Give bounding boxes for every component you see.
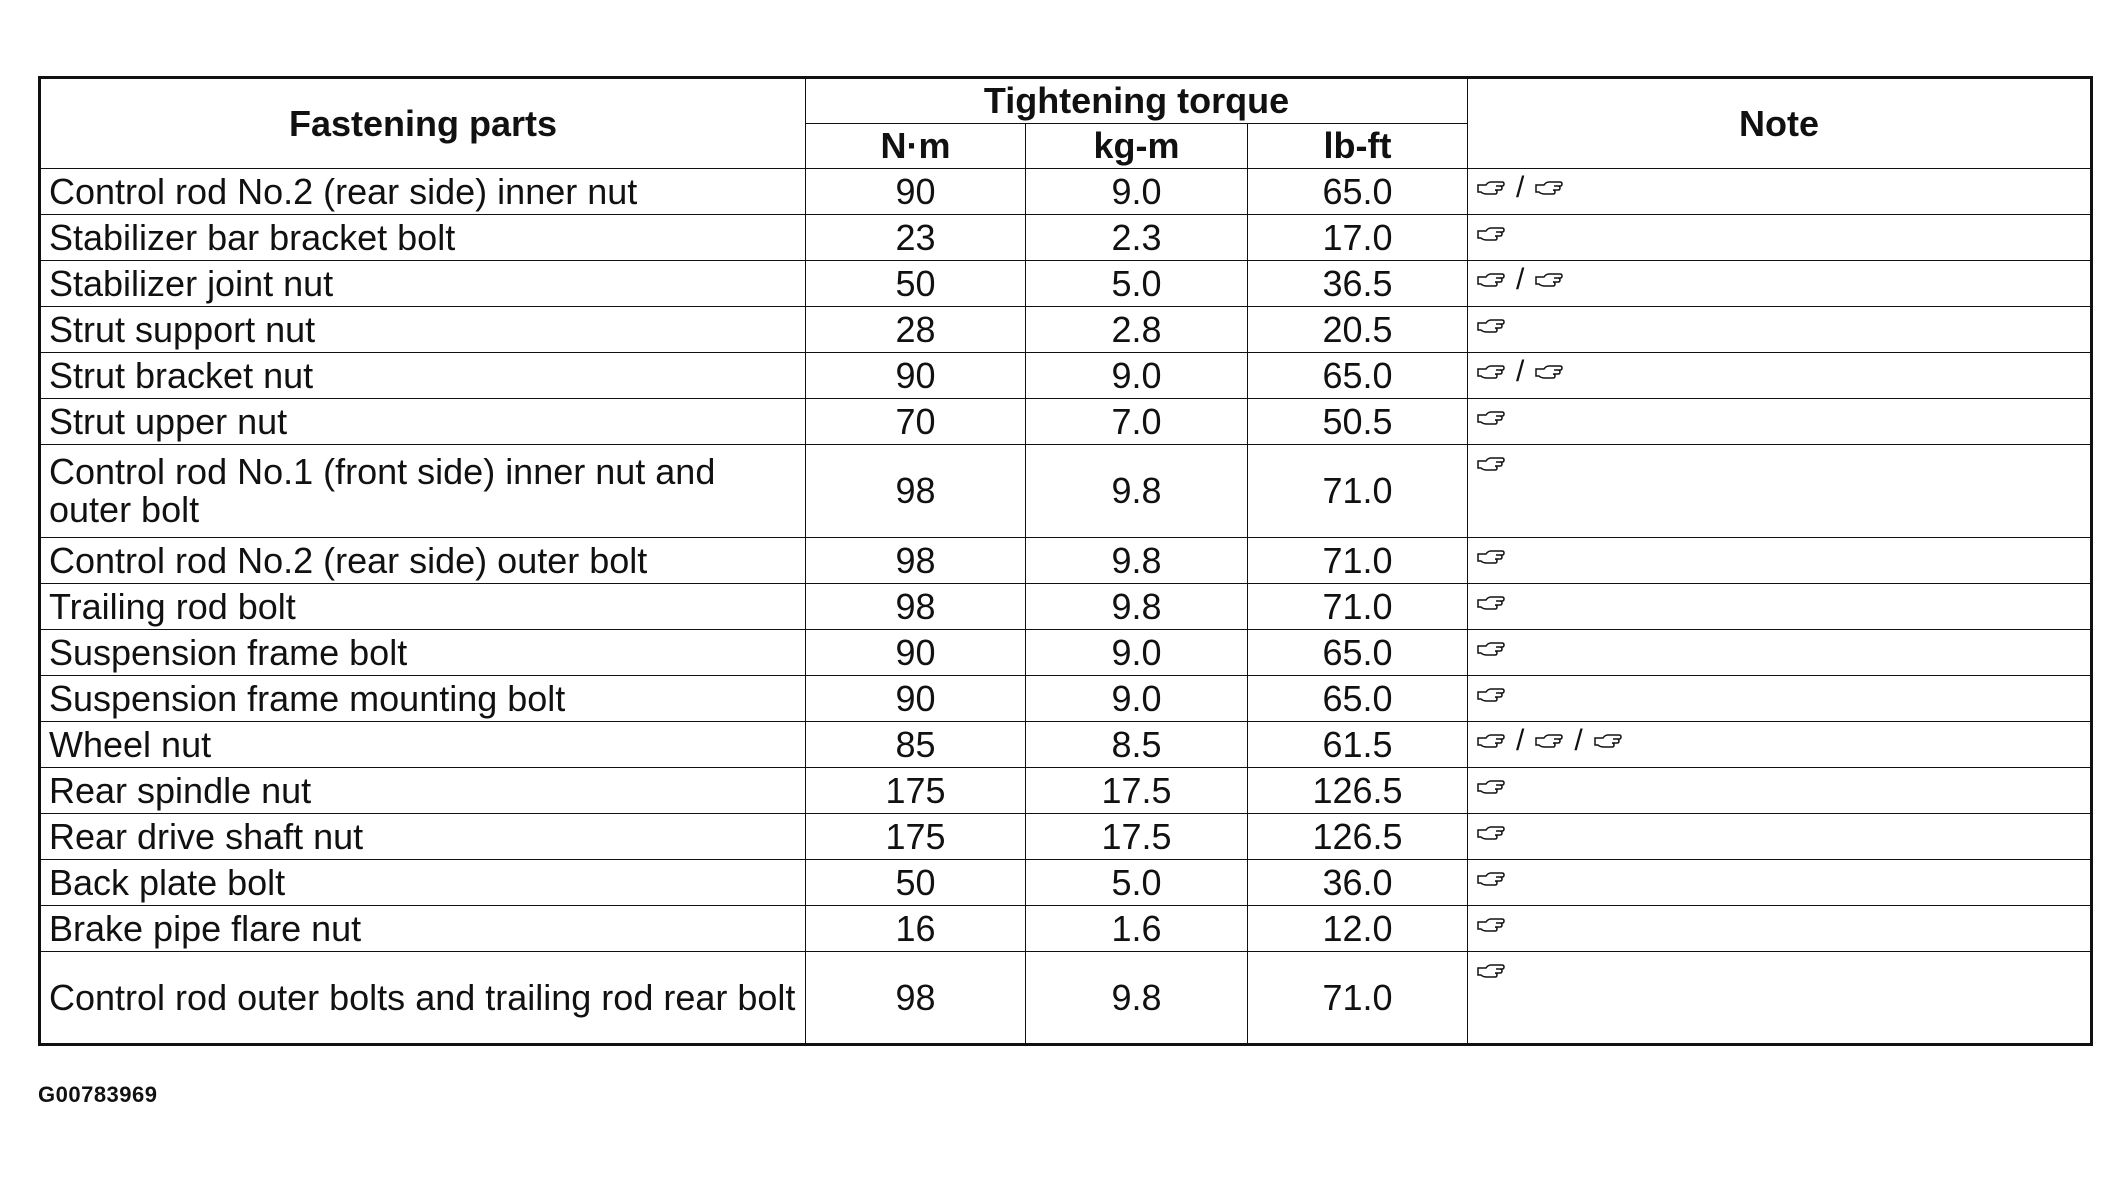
cell-note: [1468, 722, 2092, 768]
pointing-hand-icon[interactable]: [1476, 270, 1506, 294]
header-unit-lbft: lb-ft: [1248, 124, 1468, 169]
cell-fastening-part: Strut upper nut: [40, 399, 806, 445]
cell-torque-lbft: 36.5: [1248, 261, 1468, 307]
table-row: [40, 676, 2092, 722]
cell-fastening-part: Control rod No.2 (rear side) inner nut: [40, 169, 806, 215]
table-row: [40, 630, 2092, 676]
cell-torque-kgm: 9.0: [1026, 676, 1248, 722]
cell-torque-lbft: 71.0: [1248, 952, 1468, 1045]
cell-torque-kgm: 9.8: [1026, 445, 1248, 538]
table-row: [40, 814, 2092, 860]
table-body: [40, 169, 2092, 1045]
table-row: [40, 584, 2092, 630]
note-separator: /: [1516, 263, 1525, 296]
cell-torque-nm: 98: [806, 538, 1026, 584]
cell-fastening-part: Stabilizer joint nut: [40, 261, 806, 307]
table-row: [40, 445, 2092, 538]
cell-torque-nm: 98: [806, 952, 1026, 1045]
pointing-hand-icon[interactable]: [1476, 961, 1506, 985]
table-row: [40, 215, 2092, 261]
cell-torque-kgm: 2.3: [1026, 215, 1248, 261]
table-row: [40, 399, 2092, 445]
pointing-hand-icon[interactable]: [1534, 178, 1564, 202]
cell-note: [1468, 261, 2092, 307]
cell-fastening-part: Brake pipe flare nut: [40, 906, 806, 952]
cell-note: [1468, 353, 2092, 399]
cell-note: [1468, 584, 2092, 630]
cell-torque-nm: 90: [806, 169, 1026, 215]
cell-torque-lbft: 126.5: [1248, 814, 1468, 860]
table-row: [40, 353, 2092, 399]
torque-spec-table: [38, 76, 2093, 1046]
table-row: [40, 307, 2092, 353]
pointing-hand-icon[interactable]: [1476, 547, 1506, 571]
cell-torque-kgm: 8.5: [1026, 722, 1248, 768]
note-separator: /: [1516, 724, 1525, 757]
cell-fastening-part: Rear spindle nut: [40, 768, 806, 814]
pointing-hand-icon[interactable]: [1534, 731, 1564, 755]
pointing-hand-icon[interactable]: [1476, 454, 1506, 478]
cell-torque-lbft: 17.0: [1248, 215, 1468, 261]
cell-torque-kgm: 9.0: [1026, 353, 1248, 399]
cell-torque-nm: 70: [806, 399, 1026, 445]
cell-torque-kgm: 7.0: [1026, 399, 1248, 445]
cell-note: [1468, 215, 2092, 261]
cell-fastening-part: Strut support nut: [40, 307, 806, 353]
header-note: Note: [1468, 78, 2092, 169]
cell-fastening-part: Wheel nut: [40, 722, 806, 768]
cell-note: [1468, 538, 2092, 584]
cell-torque-nm: 175: [806, 768, 1026, 814]
cell-note: [1468, 768, 2092, 814]
cell-fastening-part: Suspension frame mounting bolt: [40, 676, 806, 722]
note-separator: /: [1516, 355, 1525, 388]
cell-torque-kgm: 17.5: [1026, 768, 1248, 814]
cell-torque-lbft: 65.0: [1248, 630, 1468, 676]
cell-torque-lbft: 65.0: [1248, 353, 1468, 399]
cell-note: [1468, 399, 2092, 445]
note-separator: /: [1516, 171, 1525, 204]
cell-note: [1468, 906, 2092, 952]
pointing-hand-icon[interactable]: [1534, 270, 1564, 294]
cell-torque-nm: 90: [806, 630, 1026, 676]
cell-torque-kgm: 9.8: [1026, 538, 1248, 584]
cell-torque-nm: 28: [806, 307, 1026, 353]
cell-fastening-part: Rear drive shaft nut: [40, 814, 806, 860]
cell-torque-nm: 50: [806, 860, 1026, 906]
table-row: [40, 722, 2092, 768]
cell-torque-kgm: 5.0: [1026, 261, 1248, 307]
cell-torque-nm: 23: [806, 215, 1026, 261]
pointing-hand-icon[interactable]: [1476, 915, 1506, 939]
cell-fastening-part: Back plate bolt: [40, 860, 806, 906]
pointing-hand-icon[interactable]: [1476, 869, 1506, 893]
cell-torque-kgm: 5.0: [1026, 860, 1248, 906]
pointing-hand-icon[interactable]: [1476, 593, 1506, 617]
pointing-hand-icon[interactable]: [1476, 316, 1506, 340]
cell-note: [1468, 814, 2092, 860]
cell-fastening-part: Trailing rod bolt: [40, 584, 806, 630]
cell-torque-lbft: 65.0: [1248, 676, 1468, 722]
pointing-hand-icon[interactable]: [1476, 362, 1506, 386]
pointing-hand-icon[interactable]: [1476, 685, 1506, 709]
header-fastening-parts: Fastening parts: [40, 78, 806, 169]
pointing-hand-icon[interactable]: [1476, 777, 1506, 801]
cell-fastening-part: Strut bracket nut: [40, 353, 806, 399]
figure-code: G00783969: [38, 1082, 158, 1107]
pointing-hand-icon[interactable]: [1534, 362, 1564, 386]
pointing-hand-icon[interactable]: [1476, 408, 1506, 432]
cell-torque-lbft: 36.0: [1248, 860, 1468, 906]
cell-torque-lbft: 71.0: [1248, 445, 1468, 538]
cell-fastening-part: Control rod No.1 (front side) inner nut and outer bolt: [40, 445, 806, 538]
table-row: [40, 952, 2092, 1045]
cell-torque-lbft: 71.0: [1248, 584, 1468, 630]
cell-torque-nm: 85: [806, 722, 1026, 768]
note-separator: /: [1574, 724, 1583, 757]
pointing-hand-icon[interactable]: [1593, 731, 1623, 755]
header-unit-kgm: kg-m: [1026, 124, 1248, 169]
cell-torque-lbft: 12.0: [1248, 906, 1468, 952]
table-row: [40, 169, 2092, 215]
cell-torque-nm: 90: [806, 676, 1026, 722]
cell-note: [1468, 169, 2092, 215]
cell-torque-nm: 16: [806, 906, 1026, 952]
cell-torque-kgm: 17.5: [1026, 814, 1248, 860]
pointing-hand-icon[interactable]: [1476, 731, 1506, 755]
cell-torque-kgm: 2.8: [1026, 307, 1248, 353]
table-row: [40, 261, 2092, 307]
cell-torque-nm: 98: [806, 445, 1026, 538]
cell-note: [1468, 676, 2092, 722]
header-tightening-torque: Tightening torque: [806, 78, 1468, 124]
cell-note: [1468, 952, 2092, 1045]
cell-fastening-part: Control rod No.2 (rear side) outer bolt: [40, 538, 806, 584]
table-row: [40, 906, 2092, 952]
cell-torque-nm: 175: [806, 814, 1026, 860]
cell-note: [1468, 445, 2092, 538]
cell-torque-lbft: 126.5: [1248, 768, 1468, 814]
cell-fastening-part: Suspension frame bolt: [40, 630, 806, 676]
cell-note: [1468, 307, 2092, 353]
table-row: [40, 538, 2092, 584]
table-row: [40, 768, 2092, 814]
cell-torque-kgm: 9.0: [1026, 169, 1248, 215]
cell-torque-lbft: 61.5: [1248, 722, 1468, 768]
pointing-hand-icon[interactable]: [1476, 224, 1506, 248]
cell-torque-kgm: 1.6: [1026, 906, 1248, 952]
cell-torque-lbft: 71.0: [1248, 538, 1468, 584]
header-unit-nm: N·m: [806, 124, 1026, 169]
cell-torque-lbft: 65.0: [1248, 169, 1468, 215]
pointing-hand-icon[interactable]: [1476, 823, 1506, 847]
cell-torque-nm: 98: [806, 584, 1026, 630]
cell-torque-lbft: 20.5: [1248, 307, 1468, 353]
cell-note: [1468, 860, 2092, 906]
cell-fastening-part: Control rod outer bolts and trailing rod rear bolt: [40, 952, 806, 1045]
pointing-hand-icon[interactable]: [1476, 639, 1506, 663]
pointing-hand-icon[interactable]: [1476, 178, 1506, 202]
cell-torque-lbft: 50.5: [1248, 399, 1468, 445]
cell-torque-kgm: 9.0: [1026, 630, 1248, 676]
cell-fastening-part: Stabilizer bar bracket bolt: [40, 215, 806, 261]
cell-torque-nm: 90: [806, 353, 1026, 399]
cell-torque-nm: 50: [806, 261, 1026, 307]
cell-torque-kgm: 9.8: [1026, 952, 1248, 1045]
table-row: [40, 860, 2092, 906]
cell-torque-kgm: 9.8: [1026, 584, 1248, 630]
cell-note: [1468, 630, 2092, 676]
